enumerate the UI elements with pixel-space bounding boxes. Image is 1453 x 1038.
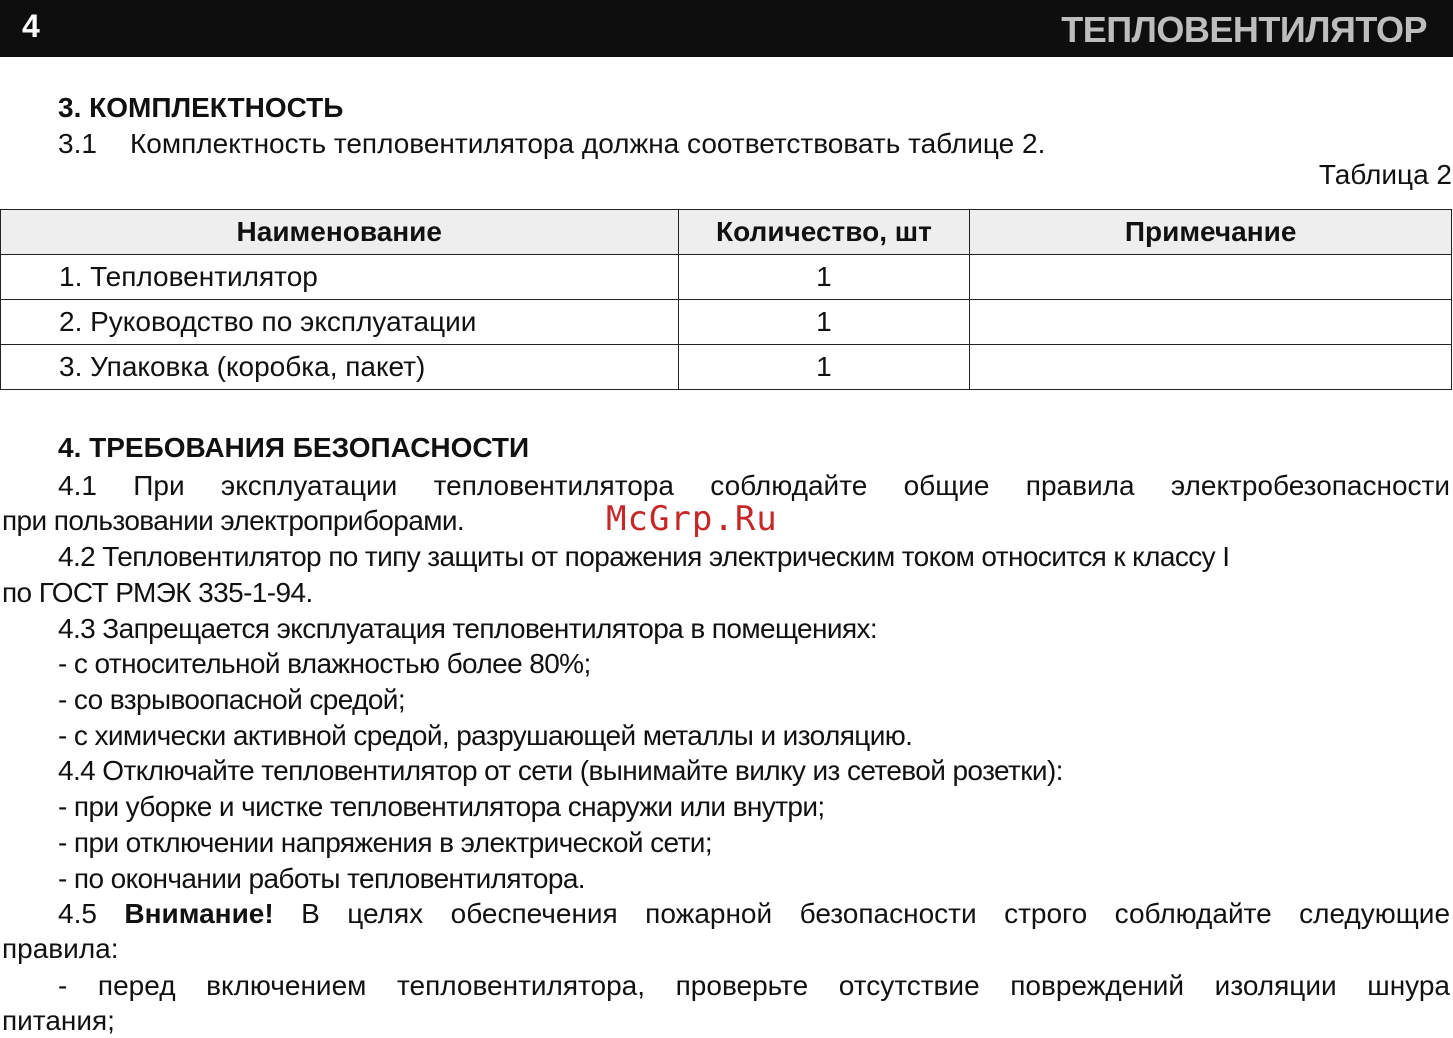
table-row xyxy=(1,345,1452,390)
paragraph-3-1: Комплектность тепловентилятора должна соответствовать таблице 2. xyxy=(130,128,1046,159)
paragraph-4-2-cont: по ГОСТ РМЭК 335-1-94. xyxy=(2,577,313,608)
paragraph-4-5 xyxy=(58,897,1450,931)
table-header-row xyxy=(1,210,1452,255)
row-name: 2. Руководство по эксплуатации xyxy=(1,300,679,345)
section-3-heading: 3. КОМПЛЕКТНОСТЬ xyxy=(58,92,344,123)
paragraph-4-1: 4.1 При эксплуатации тепловентилятора соблюдайте общие правила электробезопасности xyxy=(58,470,1450,501)
page-number: 4 xyxy=(22,8,40,44)
list-item: - с относительной влажностью более 80%; xyxy=(58,648,591,679)
list-item: - перед включением тепловентилятора, проверьте отсутствие повреждений изоляции шнура xyxy=(58,970,1450,1001)
watermark: McGrp.Ru xyxy=(606,499,778,539)
paragraph-4-4: 4.4 Отключайте тепловентилятор от сети (вынимайте вилку из сетевой розетки): xyxy=(58,755,1063,786)
list-item: - при уборке и чистке тепловентилятора снаружи или внутри; xyxy=(58,791,825,822)
row-note xyxy=(970,300,1452,345)
table-caption: Таблица 2 xyxy=(1318,159,1452,190)
header-title: ТЕПЛОВЕНТИЛЯТОР xyxy=(1061,9,1427,50)
paragraph-3-1-number: 3.1 xyxy=(58,128,97,159)
list-item: - с химически активной средой, разрушающей металлы и изоляцию. xyxy=(58,720,913,751)
row-qty: 1 xyxy=(678,345,970,390)
col-header-qty: Количество, шт xyxy=(678,210,970,255)
col-header-name: Наименование xyxy=(1,210,679,255)
page-header xyxy=(0,0,1453,57)
row-name: 1. Тепловентилятор xyxy=(1,255,679,300)
row-qty: 1 xyxy=(678,300,970,345)
kit-table xyxy=(0,209,1452,390)
warning-label: Внимание! xyxy=(124,898,274,929)
row-note xyxy=(970,255,1452,300)
paragraph-4-5-text: В целях обеспечения пожарной безопасности строго соблюдайте следующие xyxy=(301,898,1451,929)
row-qty: 1 xyxy=(678,255,970,300)
table-row xyxy=(1,300,1452,345)
paragraph-4-3: 4.3 Запрещается эксплуатация тепловентилятора в помещениях: xyxy=(58,613,878,644)
paragraph-4-2: 4.2 Тепловентилятор по типу защиты от поражения электрическим током относится к классу I xyxy=(58,541,1230,572)
row-name: 3. Упаковка (коробка, пакет) xyxy=(1,345,679,390)
table-row xyxy=(1,255,1452,300)
paragraph-4-1-cont: при пользовании электроприборами. xyxy=(2,505,465,536)
list-item: - по окончании работы тепловентилятора. xyxy=(58,863,585,894)
col-header-note: Примечание xyxy=(970,210,1452,255)
list-item: - при отключении напряжения в электрической сети; xyxy=(58,827,713,858)
row-note xyxy=(970,345,1452,390)
paragraph-4-5-number: 4.5 xyxy=(58,898,97,929)
list-item: - со взрывоопасной средой; xyxy=(58,684,406,715)
paragraph-4-5-cont: правила: xyxy=(2,933,119,964)
list-item-cont: питания; xyxy=(2,1005,115,1036)
section-4-heading: 4. ТРЕБОВАНИЯ БЕЗОПАСНОСТИ xyxy=(58,432,530,463)
